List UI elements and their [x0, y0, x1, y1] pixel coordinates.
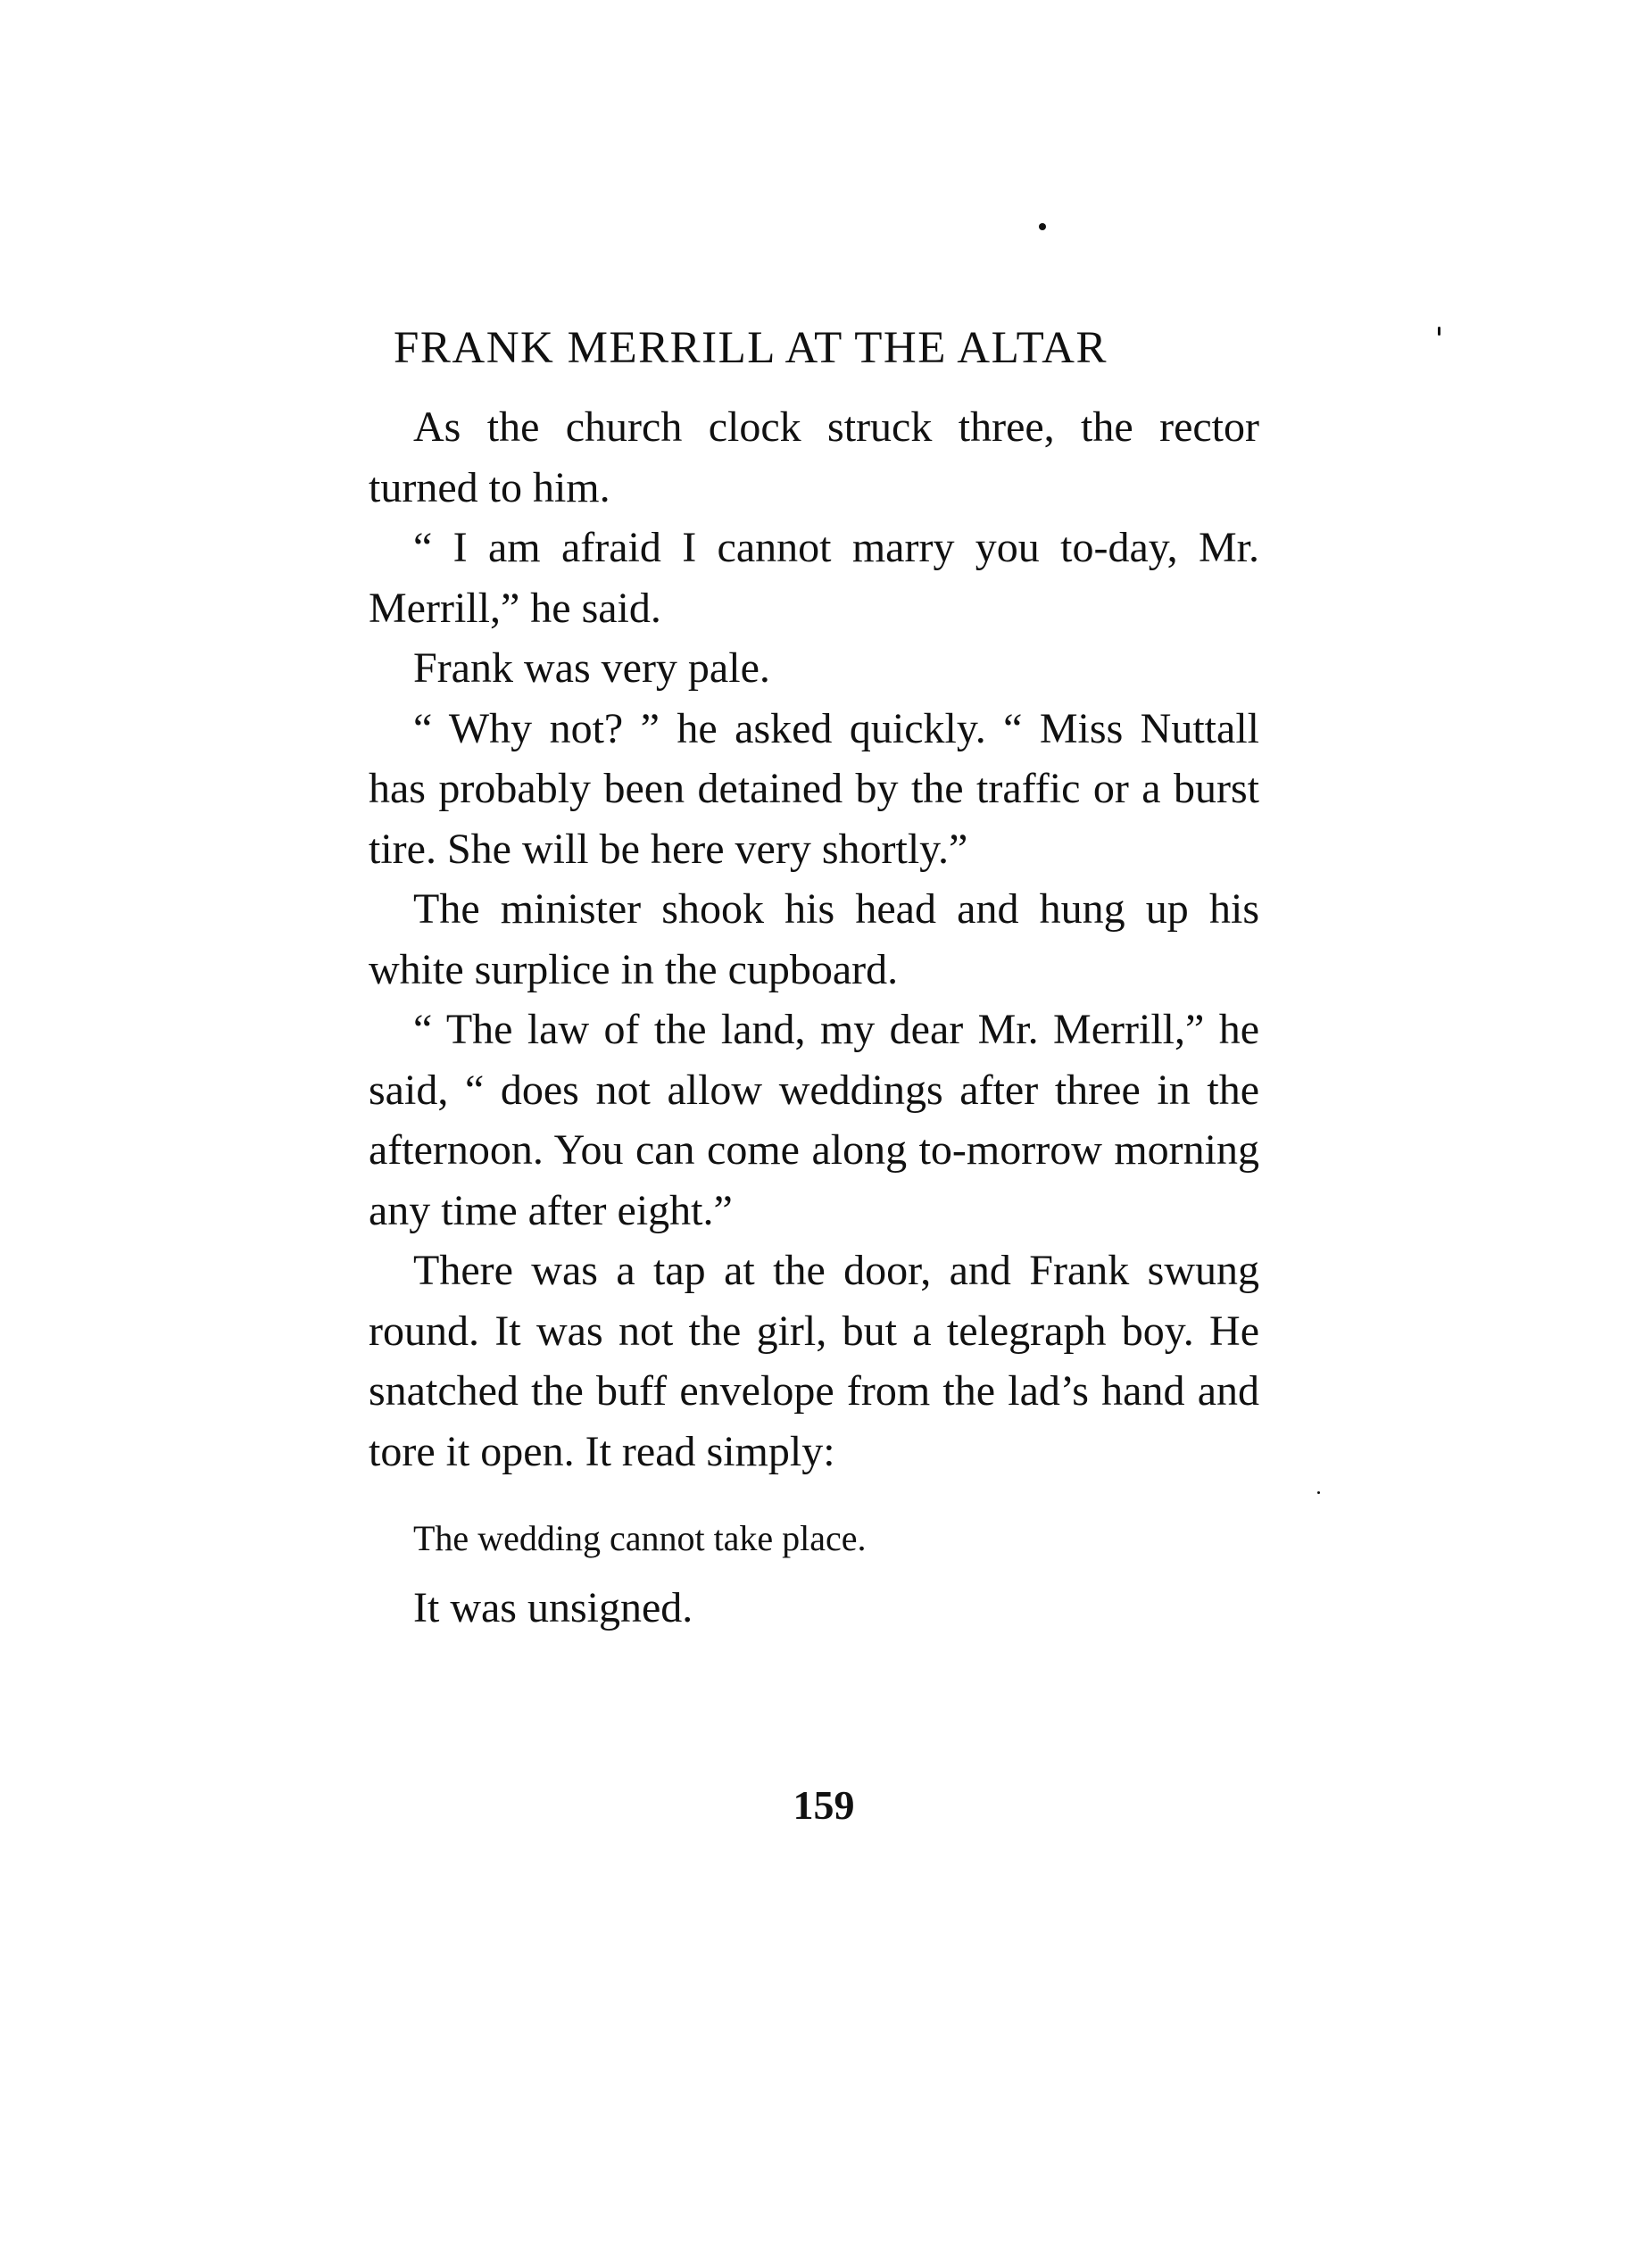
print-speck	[1039, 223, 1046, 230]
running-head: FRANK MERRILL AT THE ALTAR	[394, 323, 1108, 373]
paragraph: The minister shook his head and hung up his white surplice in the cupboard.	[369, 885, 1259, 993]
telegram-message: The wedding cannot take place.	[413, 1518, 867, 1558]
paragraph: There was a tap at the door, and Frank swung round. It was not the girl, but a telegraph boy. He snatched the buff envelope from the lad’s hand and tore it open. It read simply:	[369, 1247, 1259, 1475]
paragraph: “ Why not? ” he asked quickly. “ Miss Nuttall has probably been detained by the traffic or a burst tire. She will be here very shortly.”	[369, 704, 1259, 873]
print-speck	[1438, 327, 1440, 336]
page-number: 159	[793, 1782, 855, 1828]
paragraph: “ I am afraid I cannot marry you to-day, Mr. Merrill,” he said.	[369, 524, 1259, 632]
paragraph: Frank was very pale.	[413, 644, 770, 692]
paragraph: As the church clock struck three, the rector turned to him.	[369, 403, 1259, 511]
print-speck	[1317, 1491, 1320, 1494]
body-text	[369, 397, 1259, 1639]
paragraph: “ The law of the land, my dear Mr. Merrill,” he said, “ does not allow weddings after three in the afternoon. You can come along to-morrow morning any time after eight.”	[369, 1006, 1259, 1234]
closing-line: It was unsigned.	[413, 1584, 693, 1631]
